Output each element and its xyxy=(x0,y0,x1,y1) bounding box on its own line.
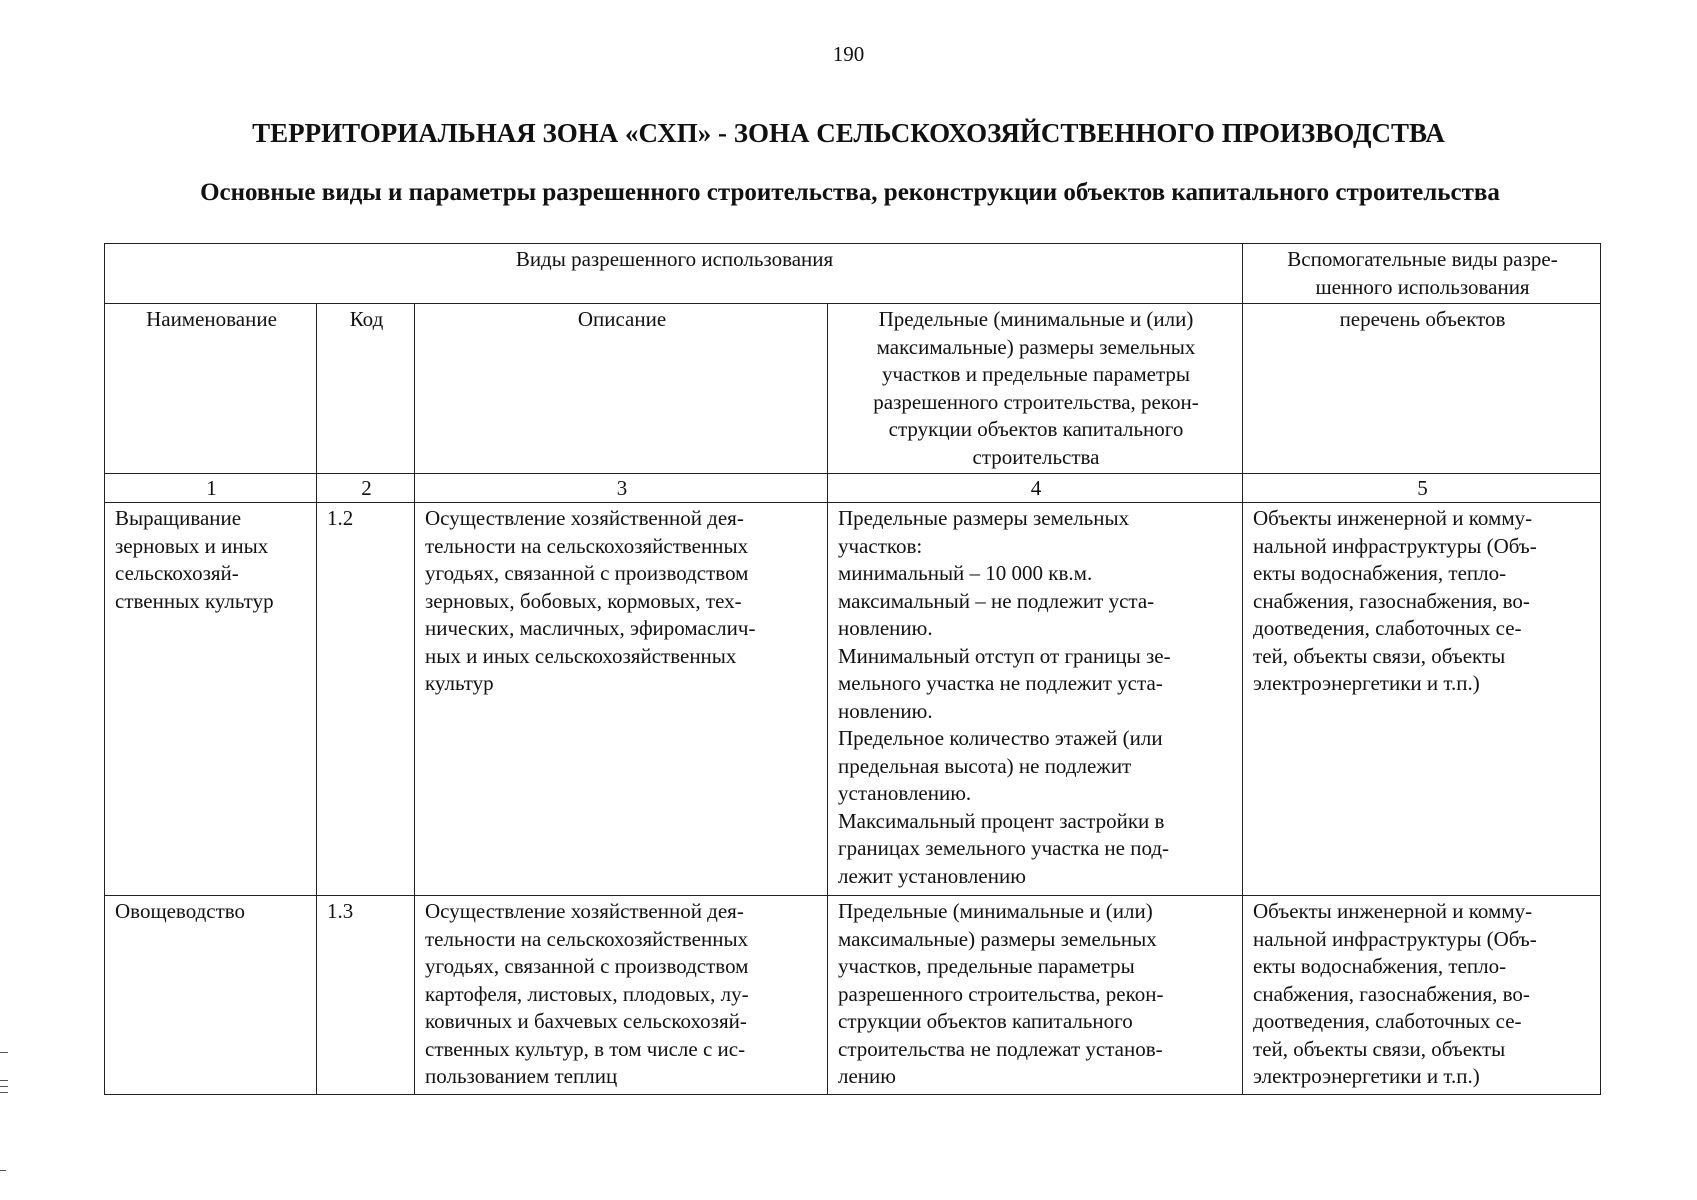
column-header-name: Наименование xyxy=(105,304,317,474)
column-header-parameters: Предельные (минимальные и (или) максимальные) размеры земельных участков и предельные параметры разрешенного строительства, рекон- струкции объектов капитального строительства xyxy=(828,304,1243,474)
scan-margin-mark xyxy=(0,1092,8,1093)
use-code: 1.3 xyxy=(317,896,415,1095)
aux-objects: Объекты инженерной и комму- нальной инфраструктуры (Объ- екты водоснабжения, тепло- снабжения, газоснабжения, во- доотведения, слаботочных се- тей, объекты связи, объекты электроэнергетики и т.п.) xyxy=(1243,896,1601,1095)
table-row xyxy=(105,896,1601,1095)
zone-title: ТЕРРИТОРИАЛЬНАЯ ЗОНА «СХП» - ЗОНА СЕЛЬСКОХОЗЯЙСТВЕННОГО ПРОИЗВОДСТВА xyxy=(252,118,1445,148)
use-description: Осуществление хозяйственной дея- тельности на сельскохозяйственных угодьях, связанной с производством картофеля, листовых, плодовых, лу- ковичных и бахчевых сельскохозяй- ственных культур, в том числе с ис- пользованием теплиц xyxy=(415,896,828,1095)
scan-margin-mark xyxy=(0,1170,6,1171)
land-use-table xyxy=(104,243,1601,1095)
column-header-aux-objects: перечень объектов xyxy=(1243,304,1601,474)
group-header-main: Виды разрешенного использования xyxy=(105,244,1243,304)
use-name: Выращивание зерновых и иных сельскохозяй- ственных культур xyxy=(105,503,317,896)
column-header-row xyxy=(105,304,1601,474)
table-row xyxy=(105,503,1601,896)
column-number: 2 xyxy=(317,474,415,503)
use-parameters: Предельные размеры земельных участков: минимальный – 10 000 кв.м. максимальный – не подлежит уста- новлению. Минимальный отступ от границы зе- мельного участка не подлежит уста- новлению. Предельное количество этажей (или предельная высота) не подлежит установлению. Максимальный процент застройки в границах земельного участка не под- лежит установлению xyxy=(828,503,1243,896)
column-header-description: Описание xyxy=(415,304,828,474)
group-header-aux: Вспомогательные виды разре- шенного использования xyxy=(1243,244,1601,304)
section-title: Основные виды и параметры разрешенного строительства, реконструкции объектов капитального строительства xyxy=(200,179,1500,206)
scan-margin-mark xyxy=(0,1080,8,1081)
column-number: 1 xyxy=(105,474,317,503)
use-name: Овощеводство xyxy=(105,896,317,1095)
use-code: 1.2 xyxy=(317,503,415,896)
column-number: 5 xyxy=(1243,474,1601,503)
column-number: 4 xyxy=(828,474,1243,503)
column-header-code: Код xyxy=(317,304,415,474)
aux-objects: Объекты инженерной и комму- нальной инфраструктуры (Объ- екты водоснабжения, тепло- снабжения, газоснабжения, во- доотведения, слаботочных се- тей, объекты связи, объекты электроэнергетики и т.п.) xyxy=(1243,503,1601,896)
column-number-row xyxy=(105,474,1601,503)
group-header-row xyxy=(105,244,1601,304)
scan-margin-mark xyxy=(0,1086,8,1087)
column-number: 3 xyxy=(415,474,828,503)
page-number: 190 xyxy=(832,42,865,66)
scan-margin-mark xyxy=(0,1052,8,1053)
use-parameters: Предельные (минимальные и (или) максимальные) размеры земельных участков, предельные параметры разрешенного строительства, рекон- струкции объектов капитального строительства не подлежат установ- лению xyxy=(828,896,1243,1095)
use-description: Осуществление хозяйственной дея- тельности на сельскохозяйственных угодьях, связанной с производством зерновых, бобовых, кормовых, тех- нических, масличных, эфиромаслич- ных и иных сельскохозяйственных культур xyxy=(415,503,828,896)
